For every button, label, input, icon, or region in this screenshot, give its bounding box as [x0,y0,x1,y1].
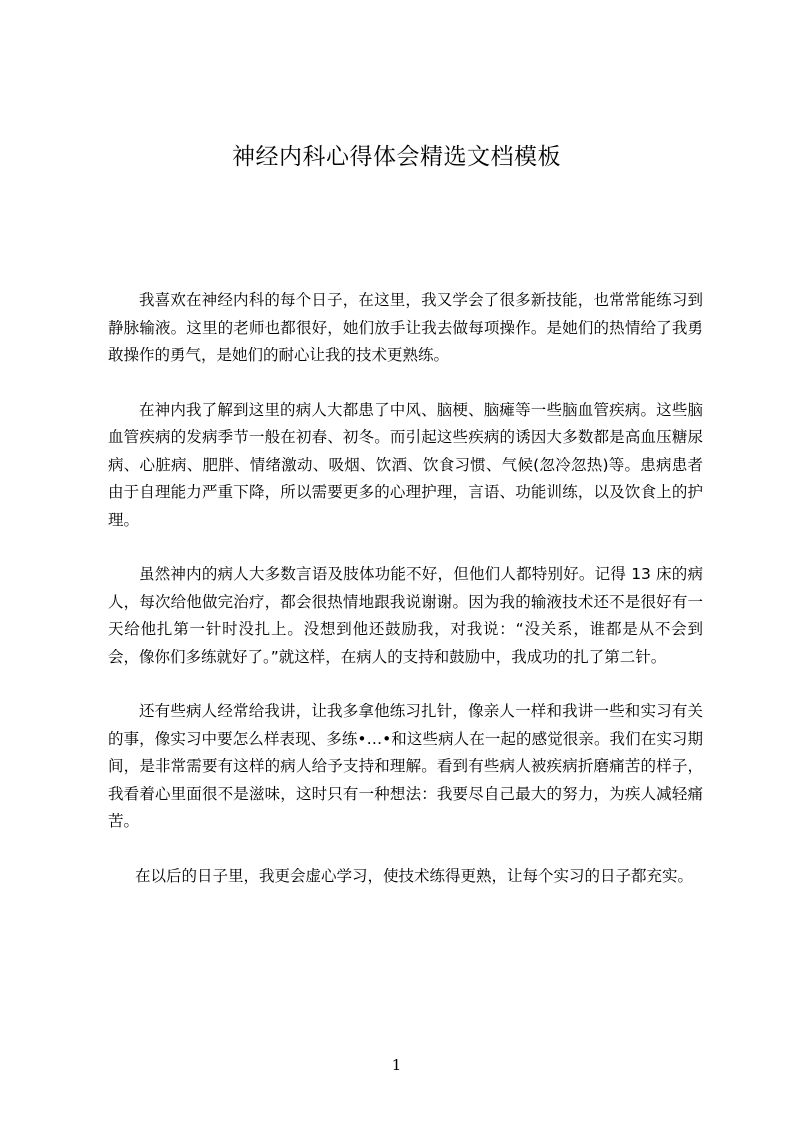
document-body [108,287,703,917]
page-number: 1 [391,1056,402,1074]
paragraph-4: 还有些病人经常给我讲，让我多拿他练习扎针，像亲人一样和我讲一些和实习有关的事，像实习中要怎么样表现、多练•…•和这些病人在一起的感觉很亲。我们在实习期间，是非常需要有这样的病人给予支持和理解。看到有些病人被疾病折磨痛苦的样子，我看着心里面很不是滋味，这时只有一种想法：我要尽自己最大的努力，为疾人减轻痛苦。 [108,702,703,830]
paragraph-1: 我喜欢在神经内科的每个日子，在这里，我又学会了很多新技能，也常常能练习到静脉输液。这里的老师也都很好，她们放手让我去做每项操作。是她们的热情给了我勇敢操作的勇气，是她们的耐心让我的技术更熟练。 [108,291,703,364]
paragraph-3: 虽然神内的病人大多数言语及肢体功能不好，但他们人都特别好。记得 13 床的病人，每次给他做完治疗，都会很热情地跟我说谢谢。因为我的输液技术还不是很好有一天给他扎第一针时没扎上。没想到他还鼓励我，对我说：“没关系，谁都是从不会到会，像你们多练就好了。”就这样，在病人的支持和鼓励中，我成功的扎了第二针。 [108,565,703,666]
document-title: 神经内科心得体会精选文档模板 [232,144,561,170]
paragraph-2: 在神内我了解到这里的病人大都患了中风、脑梗、脑瘫等一些脑血管疾病。这些脑血管疾病的发病季节一般在初春、初冬。而引起这些疾病的诱因大多数都是高血压糖尿病、心脏病、肥胖、情绪激动、吸烟、饮酒、饮食习惯、气候(忽冷忽热)等。患病患者由于自理能力严重下降，所以需要更多的心理护理，言语、功能训练，以及饮食上的护理。 [108,400,703,529]
paragraph-5: 在以后的日子里，我更会虚心学习，使技术练得更熟，让每个实习的日子都充实。 [135,866,694,885]
